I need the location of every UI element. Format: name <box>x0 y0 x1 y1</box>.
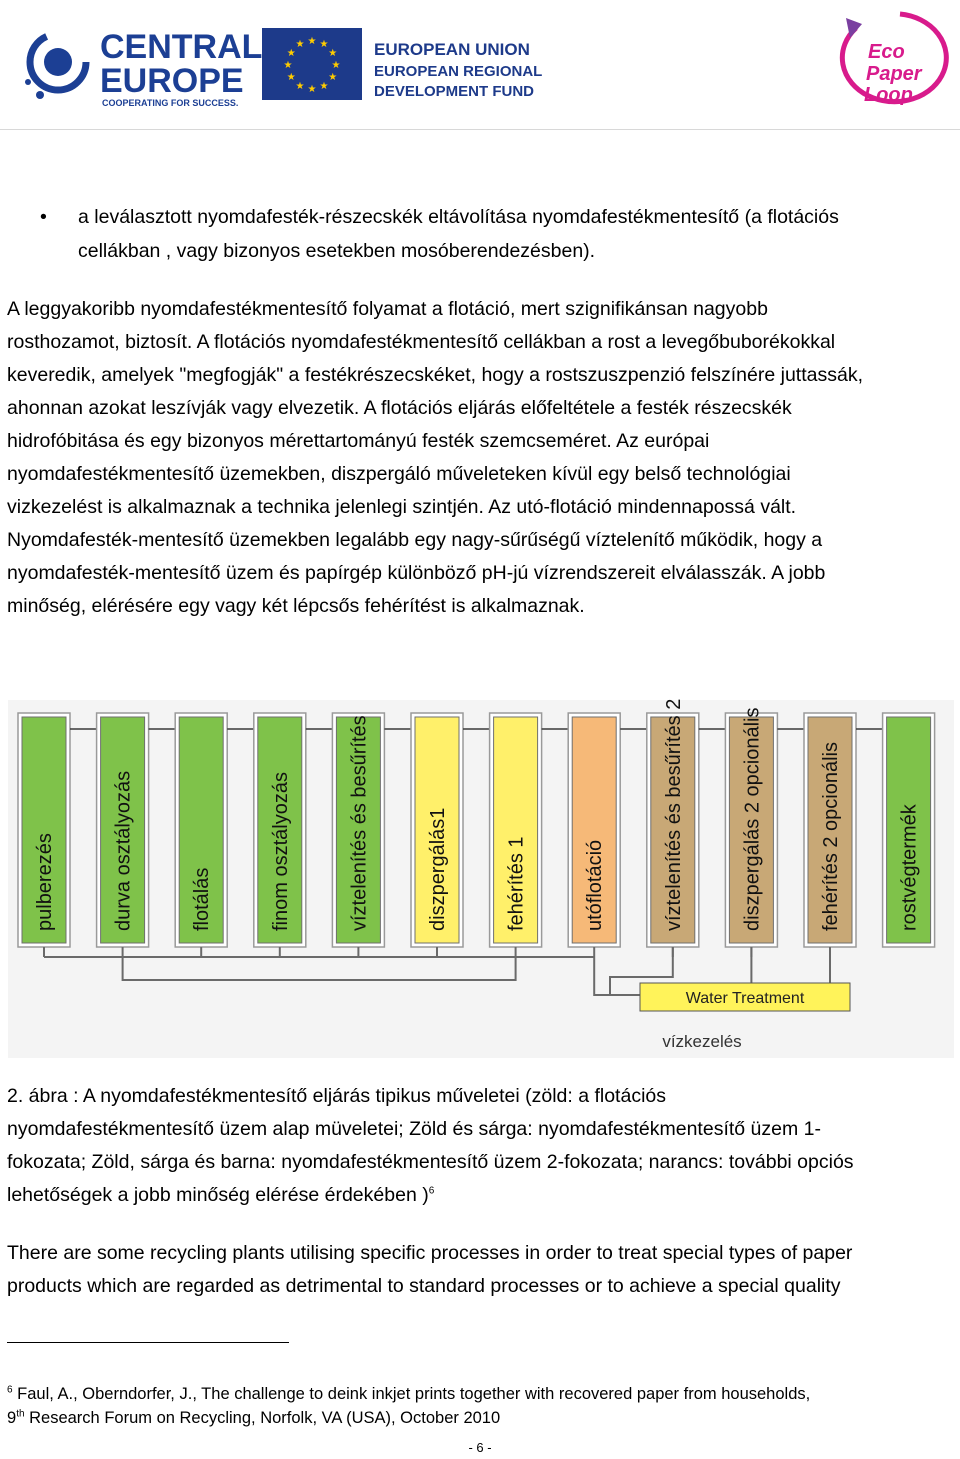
text-line: minőség, elérésére egy vagy két lépcsős fehérítést is alkalmaznak. <box>7 595 585 617</box>
header-divider <box>0 129 960 130</box>
text-line: products which are regarded as detrimental to standard processes or to achieve a special quality <box>7 1275 841 1297</box>
eco-line3: Loop <box>864 84 913 106</box>
eu-star-icon: ★ <box>307 36 317 47</box>
process-box-label: utóflotáció <box>584 839 607 931</box>
process-flow-svg <box>0 695 960 1065</box>
footnote <box>7 1382 947 1430</box>
process-box-label: fehérítés 2 opcionális <box>820 741 842 931</box>
text-line: hidrofóbitása és egy bizonyos mérettartományú festék szemcseméret. Az európai <box>7 430 710 452</box>
footnote-number: 6 <box>7 1384 13 1396</box>
eu-line3: DEVELOPMENT FUND <box>374 83 535 100</box>
eu-star-icon: ★ <box>295 39 305 51</box>
footnote-separator <box>7 1342 289 1343</box>
bullet-icon: • <box>40 206 47 228</box>
eu-star-icon: ★ <box>319 39 329 51</box>
bullet-line: a leválasztott nyomdafesték-részecskék eltávolítása nyomdafestékmentesítő (a flotációs <box>78 206 839 228</box>
text-line: nyomdafesték-mentesítő üzem és papírgép különböző pH-jú vízrendszereit elválasszák. A jobb <box>7 562 826 584</box>
caption-line: nyomdafestékmentesítő üzem alap müveletei; Zöld és sárga: nyomdafestékmentesítő üzem 1- <box>7 1118 821 1140</box>
process-box-label: diszpergálás 2 opcionális <box>741 707 764 931</box>
process-box-label: diszpergálás1 <box>427 807 449 931</box>
footnote-line2 <box>7 1406 947 1430</box>
eu-star-icon: ★ <box>331 60 341 71</box>
process-box-label: durva osztályozás <box>112 770 135 931</box>
eu-text <box>374 40 542 100</box>
eu-line1: EUROPEAN UNION <box>374 40 530 59</box>
text-line: nyomdafestékmentesítő üzemekben, diszpergáló műveleteken kívül egy belső technológiai <box>7 463 791 485</box>
paragraph-deinking <box>7 293 953 623</box>
text-line: Nyomdafesték-mentesítő üzemekben legalább egy nagy-sűrűségű víztelenítő működik, hogy a <box>7 529 823 551</box>
process-box-label: flotálás <box>191 867 214 931</box>
ce-line1: CENTRAL <box>100 28 263 66</box>
eu-star-icon: ★ <box>286 48 296 59</box>
text-line: rosthozamot, biztosít. A flotációs nyomdafestékmentesítő cellákban a rost a levegőbuborékokkal <box>7 331 836 353</box>
figure-caption <box>7 1080 953 1212</box>
process-box-label: pulberezés <box>34 833 56 931</box>
ce-line2: EUROPE <box>100 62 244 100</box>
footnote-line1 <box>7 1382 947 1406</box>
eu-star-icon: ★ <box>286 72 296 83</box>
footnote-text2: Research Forum on Recycling, Norfolk, VA (USA), October 2010 <box>24 1409 501 1427</box>
paragraph-recycling <box>7 1237 953 1303</box>
eu-star-icon: ★ <box>319 80 329 92</box>
text-line: keveredik, amelyek "megfogják" a festékrészecskéket, hogy a rostszuszpenzió felszínére juttassák, <box>7 364 863 386</box>
text-line: There are some recycling plants utilising specific processes in order to treat special types of paper <box>7 1242 853 1264</box>
water-treatment-label: Water Treatment <box>685 990 805 1007</box>
process-box-label: víztelenítés és besűrítés <box>348 715 371 931</box>
eco-paper-loop-logo <box>842 14 946 106</box>
deinking-process-diagram <box>0 695 960 1065</box>
eco-line2: Paper <box>866 63 922 85</box>
text-line: A leggyakoribb nyomdafestékmentesítő folyamat a flotáció, mert szignifikánsan nagyobb <box>7 298 768 320</box>
process-box-label: fehérítés 1 <box>505 836 528 931</box>
eu-star-icon: ★ <box>307 84 317 95</box>
eu-star-icon: ★ <box>328 72 338 83</box>
eu-star-icon: ★ <box>295 80 305 92</box>
footnote-ordinal: th <box>16 1408 25 1420</box>
header-logos <box>0 0 960 130</box>
caption-line <box>7 1179 953 1212</box>
footnote-reference[interactable]: 6 <box>428 1185 435 1197</box>
caption-line: fokozata; Zöld, sárga és barna: nyomdafestékmentesítő üzem 2-fokozata; narancs: további opciós <box>7 1151 854 1173</box>
eu-flag-icon <box>262 28 362 100</box>
text-line: vizkezelést is alkalmaznak a technika jelenlegi szintjén. Az utó-flotáció mindennapossá vált. <box>7 496 797 518</box>
footnote-text1: Faul, A., Oberndorfer, J., The challenge to deink inkjet prints together with recovered paper from households, <box>12 1385 811 1403</box>
process-box-label: rostvégtermék <box>898 804 921 931</box>
bullet-text <box>78 200 948 268</box>
caption-line-text: lehetőségek a jobb minőség elérése érdekében ) <box>7 1184 429 1206</box>
water-treatment-caption: vízkezelés <box>662 1032 742 1051</box>
eco-line1: Eco <box>868 41 905 63</box>
bullet-line: cellákban , vagy bizonyos esetekben mosóberendezésben). <box>78 240 596 262</box>
eu-line2: EUROPEAN REGIONAL <box>374 63 543 80</box>
footnote-num2: 9 <box>7 1409 17 1427</box>
process-box-label: finom osztályozás <box>269 772 292 931</box>
ce-tagline: COOPERATING FOR SUCCESS. <box>102 98 239 108</box>
caption-line: 2. ábra : A nyomdafestékmentesítő eljárás tipikus műveletei (zöld: a flotációs <box>7 1085 667 1107</box>
eu-star-icon: ★ <box>328 48 338 59</box>
page-number: - 6 - <box>468 1440 492 1455</box>
page-header <box>0 0 960 130</box>
text-line: ahonnan azokat leszívják vagy elvezetik. A flotációs eljárás előfeltétele a festék részecskék <box>7 397 792 419</box>
process-box-label: víztelenítés és besűrítés 2 <box>662 698 685 931</box>
central-europe-logo <box>25 28 262 108</box>
eu-star-icon: ★ <box>283 60 293 71</box>
